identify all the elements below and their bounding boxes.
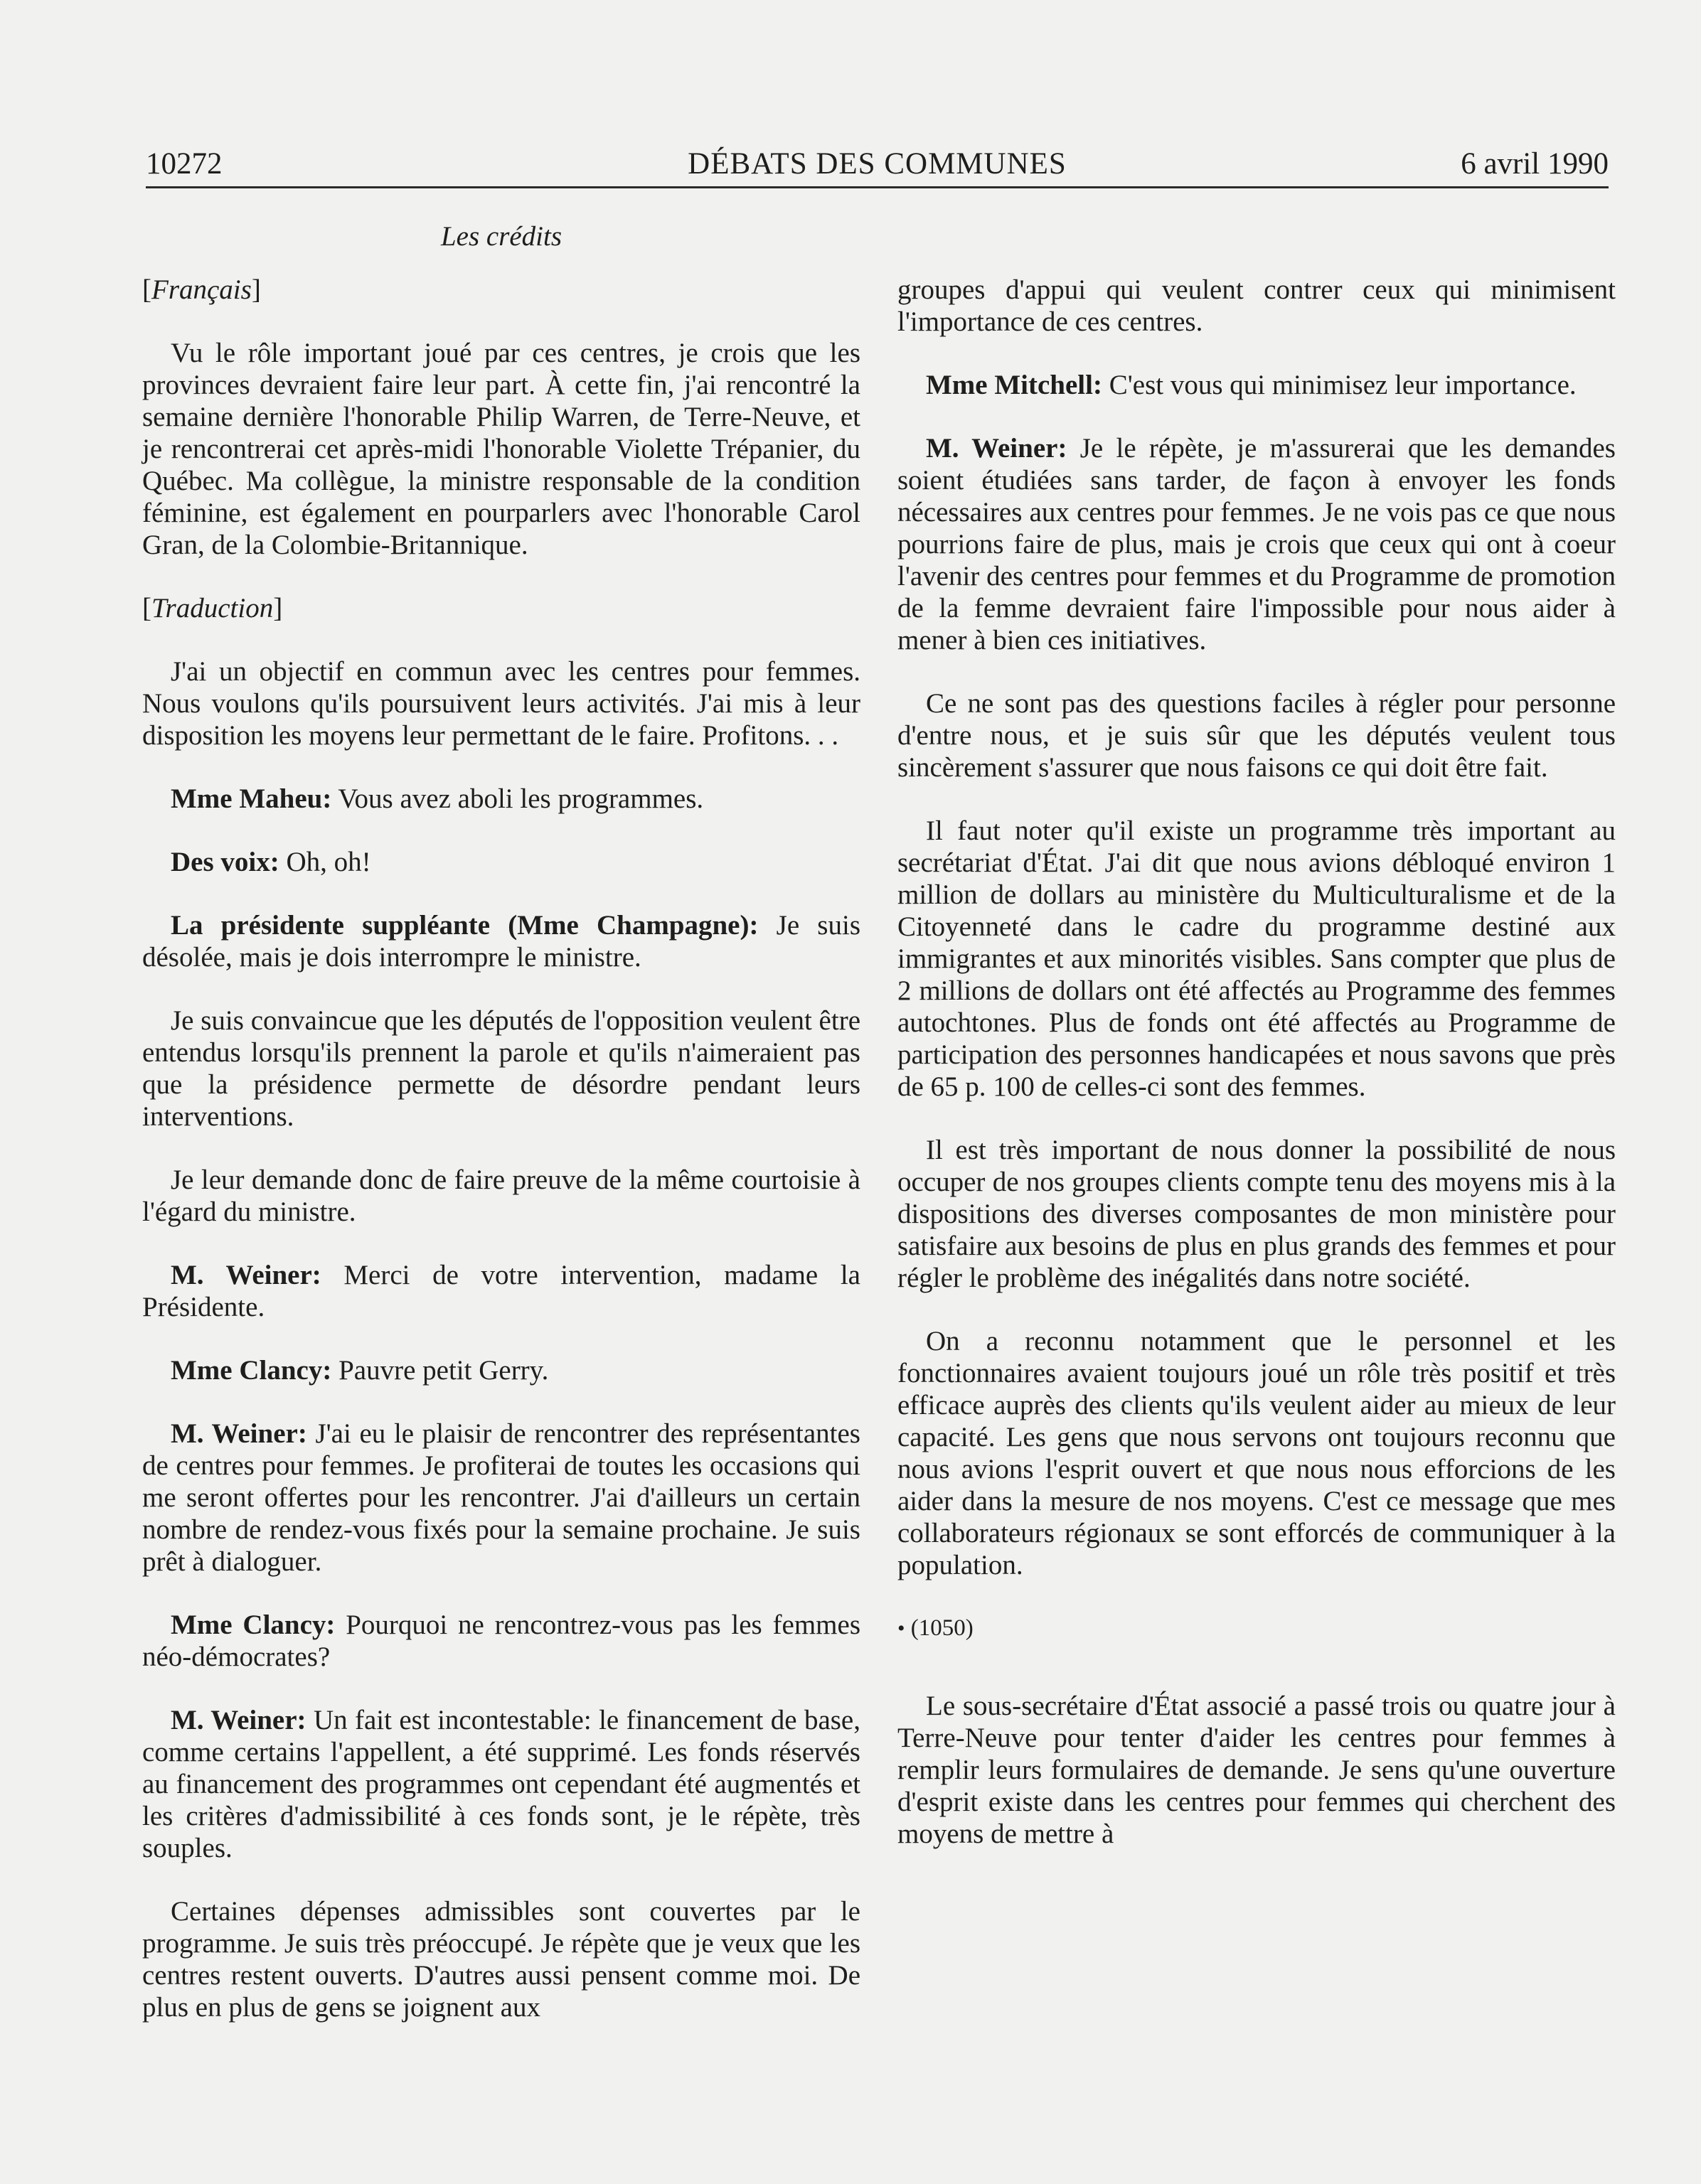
speech-text: C'est vous qui minimisez leur importance. (1102, 370, 1577, 400)
speaker-name: M. Weiner: (171, 1260, 321, 1290)
speech-text: Pauvre petit Gerry. (331, 1355, 549, 1386)
bullet-icon: • (897, 1617, 905, 1640)
page-number: 10272 (146, 147, 223, 181)
paragraph-continued: groupes d'appui qui veulent contrer ceux qui minimisent l'importance de ces centres. (897, 274, 1616, 337)
right-column (897, 274, 1616, 1881)
speaker-name: Mme Clancy: (171, 1355, 332, 1386)
speech-text: Un fait est incontestable: le financement de base, comme certains l'appellent, a été supprimé. Les fonds réservés au financement des programmes ont cependant été augmentés et les critères d'admissibilité à ces fonds sont, je le répète, très souples. (142, 1705, 860, 1863)
speech-text: Oh, oh! (279, 847, 371, 877)
publication-title: DÉBATS DES COMMUNES (688, 147, 1067, 181)
page-header (146, 142, 1609, 188)
paragraph: Le sous-secrétaire d'État associé a passé trois ou quatre jour à Terre-Neuve pour tenter d'aider les centres pour femmes à remplir leurs formulaires de demande. Je sens qu'une ouverture d'esprit existe dans les centres pour femmes qui cherchent des moyens de mettre à (897, 1691, 1616, 1849)
speech-text: Vous avez aboli les programmes. (331, 783, 704, 814)
speech (142, 783, 860, 815)
paragraph: Je suis convaincue que les députés de l'opposition veulent être entendus lorsqu'ils prennent la parole et qu'ils n'aimeraient pas que la présidence permette de désordre pendant leurs interventions. (142, 1005, 860, 1132)
language-marker-french: [Français] (142, 274, 261, 305)
speech-text: Je le répète, je m'assurerai que les demandes soient étudiées sans tarder, de façon à envoyer les fonds nécessaires aux centres pour femmes. Je ne vois pas ce que nous pourrions faire de plus, mais je crois que ceux qui ont à coeur l'avenir des centres pour femmes et du Programme de promotion de la femme devraient faire l'impossible pour nous aider à mener à bien ces initiatives. (897, 433, 1616, 655)
language-label: Français (151, 274, 252, 305)
paragraph: On a reconnu notamment que le personnel et les fonctionnaires avaient toujours joué un rôle très positif et très efficace auprès des clients qu'ils veulent aider au mieux de leur capacité. Les gens que nous servons ont toujours reconnu que nous avions l'esprit ouvert et que nous nous efforcions de les aider dans la mesure de nos moyens. C'est ce message que mes collaborateurs régionaux se sont efforcés de communiquer à la population. (897, 1326, 1616, 1580)
section-title: Les crédits (440, 221, 562, 252)
language-label: Traduction (151, 593, 274, 623)
paragraph: Je leur demande donc de faire preuve de la même courtoisie à l'égard du ministre. (142, 1165, 860, 1227)
time-marker-label: (1050) (910, 1615, 974, 1641)
speech-text: Je suis désolée, mais je dois interrompre le ministre. (142, 910, 860, 973)
speech (142, 1609, 860, 1673)
speech (142, 1704, 860, 1864)
speech-text: Merci de votre intervention, madame la Présidente. (142, 1260, 860, 1322)
paragraph: Ce ne sont pas des questions faciles à régler pour personne d'entre nous, et je suis sûr que les députés veulent tous sincèrement s'assurer que nous faisons ce qui doit être fait. (897, 688, 1616, 783)
speech (142, 1259, 860, 1323)
speaker-name: Mme Maheu: (171, 783, 332, 814)
time-marker (897, 1612, 1616, 1644)
speech (897, 369, 1616, 401)
speaker-name: M. Weiner: (926, 433, 1067, 464)
speaker-name: Mme Clancy: (171, 1610, 336, 1640)
left-column (142, 220, 860, 2055)
speech-text: Pourquoi ne rencontrez-vous pas les femmes néo-démocrates? (142, 1610, 860, 1672)
speech (142, 1418, 860, 1578)
paragraph: Vu le rôle important joué par ces centres, je crois que les provinces devraient faire leur part. À cette fin, j'ai rencontré la semaine dernière l'honorable Philip Warren, de Terre-Neuve, et je rencontrerai cet après-midi l'honorable Violette Trépanier, du Québec. Ma collègue, la ministre responsable de la condition féminine, est également en pourparlers avec l'honorable Carol Gran, de la Colombie-Britannique. (142, 338, 860, 560)
speech (142, 1354, 860, 1386)
speaker-name: La présidente suppléante (Mme Champagne): (171, 910, 759, 941)
paragraph: Certaines dépenses admissibles sont couvertes par le programme. Je suis très préoccupé. Je répète que je veux que les centres restent ouverts. D'autres aussi pensent comme moi. De plus en plus de gens se joignent aux (142, 1896, 860, 2023)
speech (142, 846, 860, 878)
paragraph: Il est très important de nous donner la possibilité de nous occuper de nos groupes clients compte tenu des moyens mis à la dispositions des diverses composantes de mon ministère pour satisfaire aux besoins de plus en plus grands des femmes et pour régler le problème des inégalités dans notre société. (897, 1135, 1616, 1293)
speaker-name: Mme Mitchell: (926, 370, 1102, 400)
language-marker-translation: [Traduction] (142, 593, 283, 623)
speaker-name: M. Weiner: (171, 1705, 306, 1735)
paragraph: Il faut noter qu'il existe un programme très important au secrétariat d'État. J'ai dit que nous avions débloqué environ 1 million de dollars au ministère du Multiculturalisme et de la Citoyenneté dans le cadre du programme destiné aux immigrantes et aux minorités visibles. Sans compter que plus de 2 millions de dollars ont été affectés au Programme des femmes autochtones. Plus de fonds ont été affectés au Programme de participation des personnes handicapées et nous savons que près de 65 p. 100 de celles-ci sont des femmes. (897, 815, 1616, 1102)
page-date: 6 avril 1990 (1461, 147, 1609, 181)
speech-text: J'ai eu le plaisir de rencontrer des représentantes de centres pour femmes. Je profiterai de toutes les occasions qui me seront offertes pour les rencontrer. J'ai d'ailleurs un certain nombre de rendez-vous fixés pour la semaine prochaine. Je suis prêt à dialoguer. (142, 1418, 860, 1577)
paragraph: J'ai un objectif en commun avec les centres pour femmes. Nous voulons qu'ils poursuivent leurs activités. J'ai mis à leur disposition les moyens leur permettant de le faire. Profitons. . . (142, 656, 860, 751)
speech (142, 909, 860, 973)
speaker-name: Des voix: (171, 847, 279, 877)
speech (897, 432, 1616, 656)
speaker-name: M. Weiner: (171, 1418, 307, 1449)
